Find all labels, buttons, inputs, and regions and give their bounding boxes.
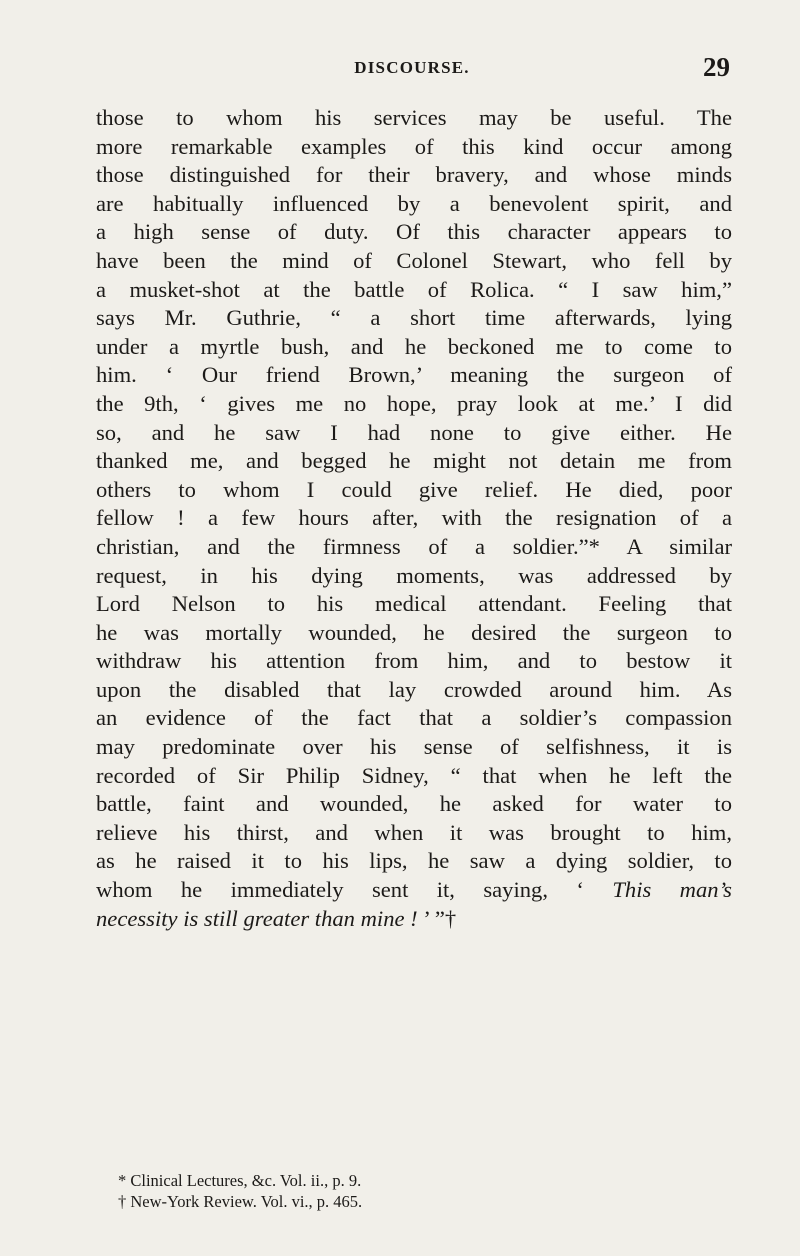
page-number: 29 [703,52,730,82]
text-line: thanked me, and begged he might not detain me from [96,448,732,474]
text-line: have been the mind of Colonel Stewart, who fell by [96,247,732,273]
text-line: recorded of Sir Philip Sidney, “ that when he left the [96,762,732,788]
text-line: he was mortally wounded, he desired the surgeon to [96,619,732,645]
body-text [96,104,732,933]
footnote: * Clinical Lectures, &c. Vol. ii., p. 9. [118,1171,362,1190]
text-line: Lord Nelson to his medical attendant. Feeling that [96,591,732,617]
text-line: are habitually influenced by a benevolent spirit, and [96,190,732,216]
text-line: as he raised it to his lips, he saw a dying soldier, to [96,848,732,874]
text-line: withdraw his attention from him, and to bestow it [96,648,732,674]
text-line: fellow ! a few hours after, with the resignation of a [96,505,732,531]
text-line: more remarkable examples of this kind occur among [96,133,732,159]
footnotes [118,1170,718,1212]
text-line: battle, faint and wounded, he asked for water to [96,791,732,817]
text-line: christian, and the firmness of a soldier.”* A similar [96,533,732,559]
text-line: others to whom I could give relief. He died, poor [96,476,732,502]
text-line [96,876,732,905]
text-line: may predominate over his sense of selfishness, it is [96,734,732,760]
text-line: so, and he saw I had none to give either. He [96,419,732,445]
text-line: a musket-shot at the battle of Rolica. “ I saw him,” [96,276,732,302]
text-line: request, in his dying moments, was addressed by [96,562,732,588]
text-line: the 9th, ‘ gives me no hope, pray look at me.’ I did [96,390,732,416]
text-line: him. ‘ Our friend Brown,’ meaning the surgeon of [96,362,732,388]
italic-quote-end: necessity is still greater than mine ! [96,905,418,931]
running-head: DISCOURSE. [354,58,470,77]
text-line [96,905,732,934]
italic-quote-start: This man’s [612,877,732,903]
text-line: those distinguished for their bravery, and whose minds [96,162,732,188]
text-line: an evidence of the fact that a soldier’s compassion [96,705,732,731]
page-header [94,52,730,88]
footnote: † New-York Review. Vol. vi., p. 465. [118,1192,363,1211]
text-line: those to whom his services may be useful. The [96,105,732,130]
text-line: under a myrtle bush, and he beckoned me to come to [96,333,732,359]
text-line-segment: whom he immediately sent it, saying, ‘ [96,877,584,903]
text-line: a high sense of duty. Of this character appears to [96,219,732,245]
text-line: relieve his thirst, and when it was brought to him, [96,819,732,845]
text-line: upon the disabled that lay crowded around him. As [96,676,732,702]
quote-close: ’ ”† [423,905,457,931]
text-line: says Mr. Guthrie, “ a short time afterwards, lying [96,305,732,331]
